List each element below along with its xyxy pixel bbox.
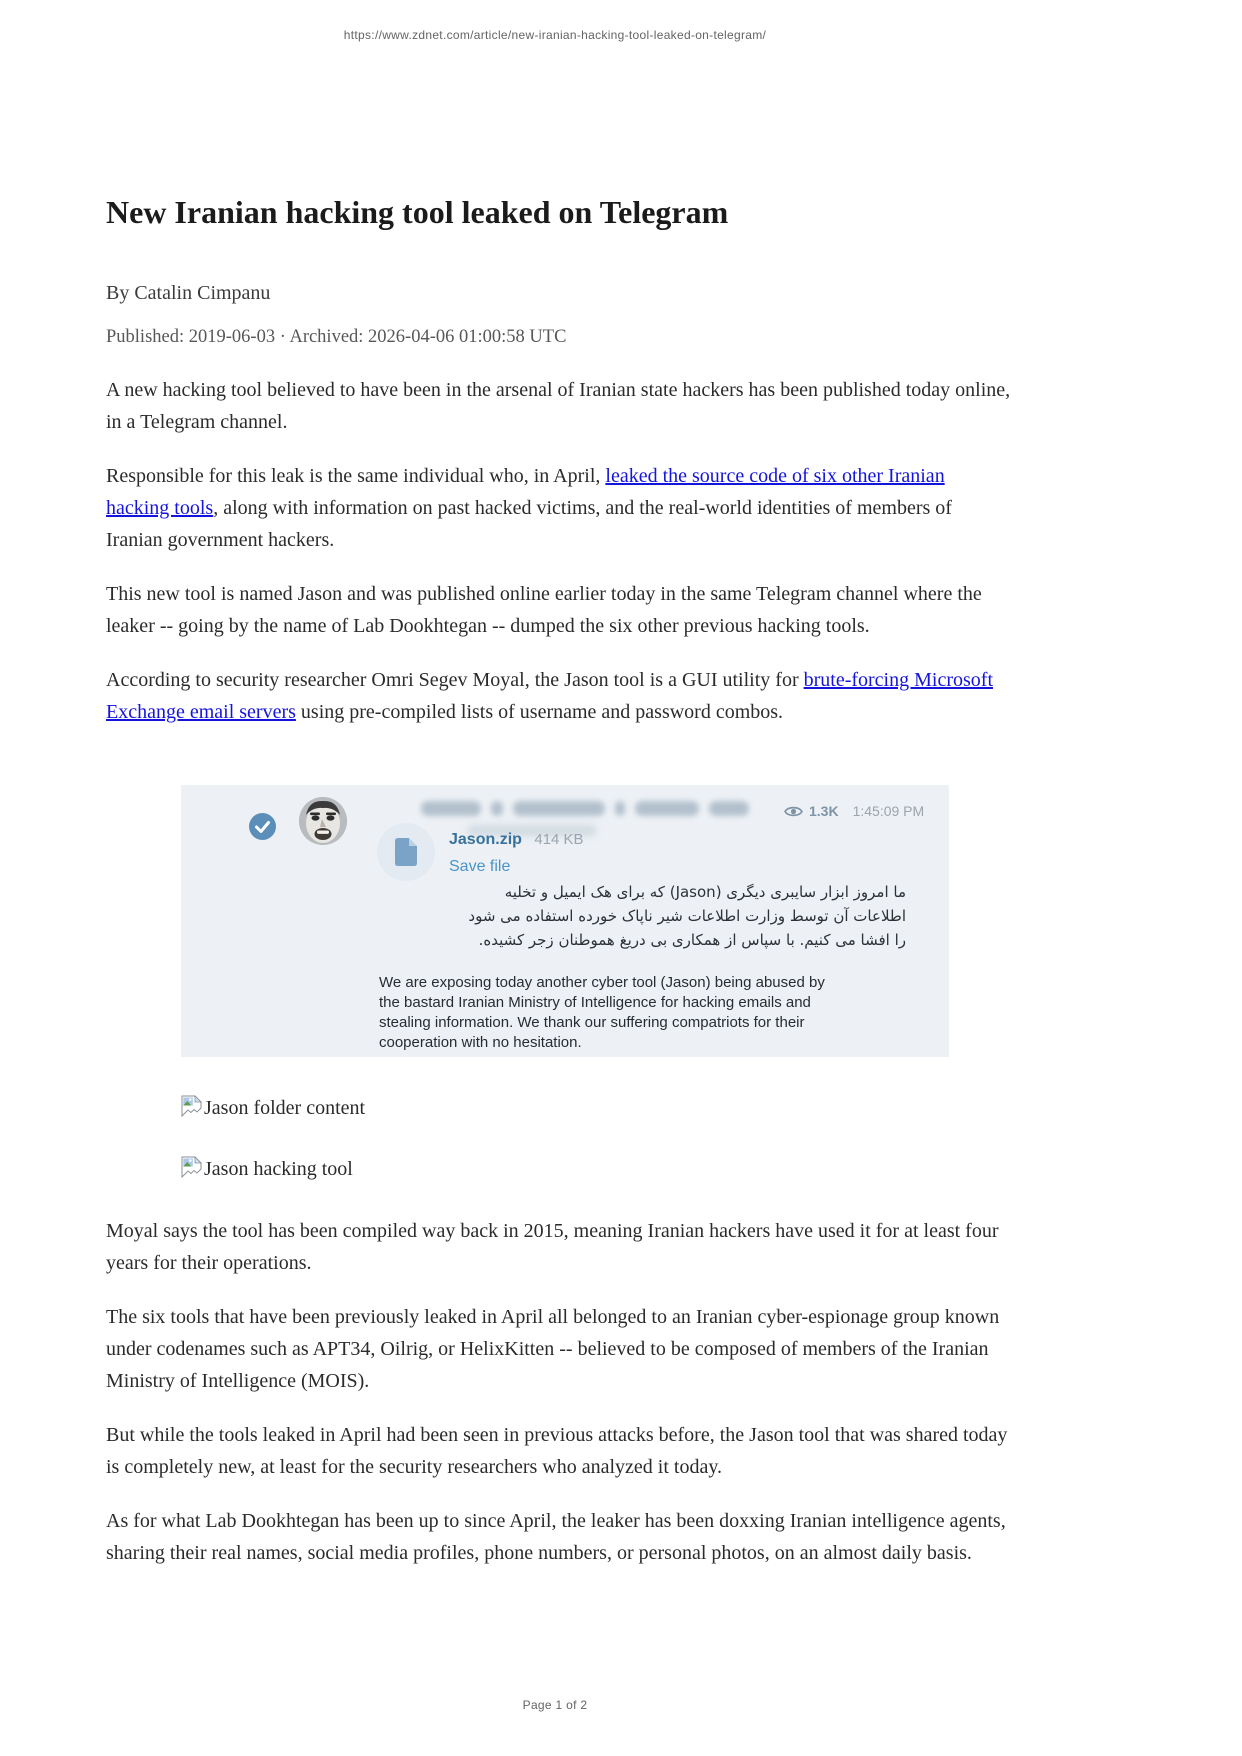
byline: By Catalin Cimpanu	[106, 282, 271, 304]
paragraph: The six tools that have been previously leaked in April all belonged to an Iranian cyber-espionage group known under codenames such as APT34, Oilrig, or HelixKitten -- believed to be composed of members of the Iranian Ministry of Intelligence (MOIS).	[106, 1306, 1000, 1392]
avatar	[299, 797, 347, 845]
inline-link[interactable]: leaked the source code of six other Iranian hacking tools	[106, 465, 945, 519]
file-size: 414 KB	[534, 831, 584, 848]
page-number: Page 1 of 2	[522, 1698, 588, 1712]
blurred-username	[421, 801, 749, 816]
paragraph: Responsible for this leak is the same individual who, in April, leaked the source code of six other Iranian hacking tools, along with information on past hacked victims, and the real-world identities of members of Iranian government hackers.	[106, 465, 952, 551]
broken-image-icon	[181, 1156, 202, 1188]
page-title: New Iranian hacking tool leaked on Telegram	[106, 194, 729, 230]
paragraph: As for what Lab Dookhtegan has been up to since April, the leaker has been doxxing Iranian intelligence agents, sharing their real names, social media profiles, phone numbers, or personal photos, on an almost daily basis.	[106, 1510, 1006, 1564]
message-text-english: We are exposing today another cyber tool (Jason) being abused by the bastard Iranian Ministry of Intelligence for hacking emails and stealing information. We thank our suffering compatriots for their cooperation with no hesitation.	[379, 974, 825, 1051]
paragraph: But while the tools leaked in April had been seen in previous attacks before, the Jason tool that was shared today is completely new, at least for the security researchers who analyzed it today.	[106, 1424, 1008, 1478]
view-count: 1.3K	[809, 803, 839, 819]
eye-icon	[784, 805, 803, 818]
save-file-link[interactable]: Save file	[449, 858, 511, 875]
image-alt-text: Jason hacking tool	[204, 1158, 353, 1180]
file-icon	[377, 823, 435, 881]
broken-image-icon	[181, 1095, 202, 1127]
inline-link[interactable]: brute-forcing Microsoft Exchange email servers	[106, 669, 993, 723]
article	[106, 0, 1012, 1591]
broken-image-placeholder	[181, 1093, 1012, 1127]
paragraph: According to security researcher Omri Segev Moyal, the Jason tool is a GUI utility for brute-forcing Microsoft Exchange email servers using pre-compiled lists of username and password combos.	[106, 669, 993, 723]
telegram-screenshot	[181, 785, 949, 1057]
image-alt-text: Jason folder content	[204, 1097, 366, 1119]
publish-meta: Published: 2019-06-03 · Archived: 2026-04-06 01:00:58 UTC	[106, 327, 567, 347]
file-attachment	[449, 831, 584, 849]
article-body	[106, 374, 1012, 1569]
paragraph: A new hacking tool believed to have been in the arsenal of Iranian state hackers has been published today online, in a Telegram channel.	[106, 379, 1011, 433]
paragraph: Moyal says the tool has been compiled way back in 2015, meaning Iranian hackers have used it for at least four years for their operations.	[106, 1220, 999, 1274]
timestamp: 1:45:09 PM	[852, 803, 925, 819]
message-text-farsi: ما امروز ابزار سایبری دیگری (Jason) که برای هک ایمیل و تخلیه اطلاعات آن توسط وزارت اطلاعات شیر ناپاک خورده استفاده می شود را افشا می کنیم. با سپاس از همکاری بی دریغ هموطنان زجر کشیده.	[468, 883, 906, 949]
print-header-url: https://www.zdnet.com/article/new-iranian-hacking-tool-leaked-on-telegram/	[343, 28, 767, 42]
file-name[interactable]: Jason.zip	[449, 831, 522, 848]
broken-image-placeholder	[181, 1154, 1012, 1188]
check-icon	[249, 813, 276, 840]
paragraph: This new tool is named Jason and was published online earlier today in the same Telegram channel where the leaker -- going by the name of Lab Dookhtegan -- dumped the six other previous hacking tools.	[106, 583, 982, 637]
message-meta	[784, 803, 924, 819]
